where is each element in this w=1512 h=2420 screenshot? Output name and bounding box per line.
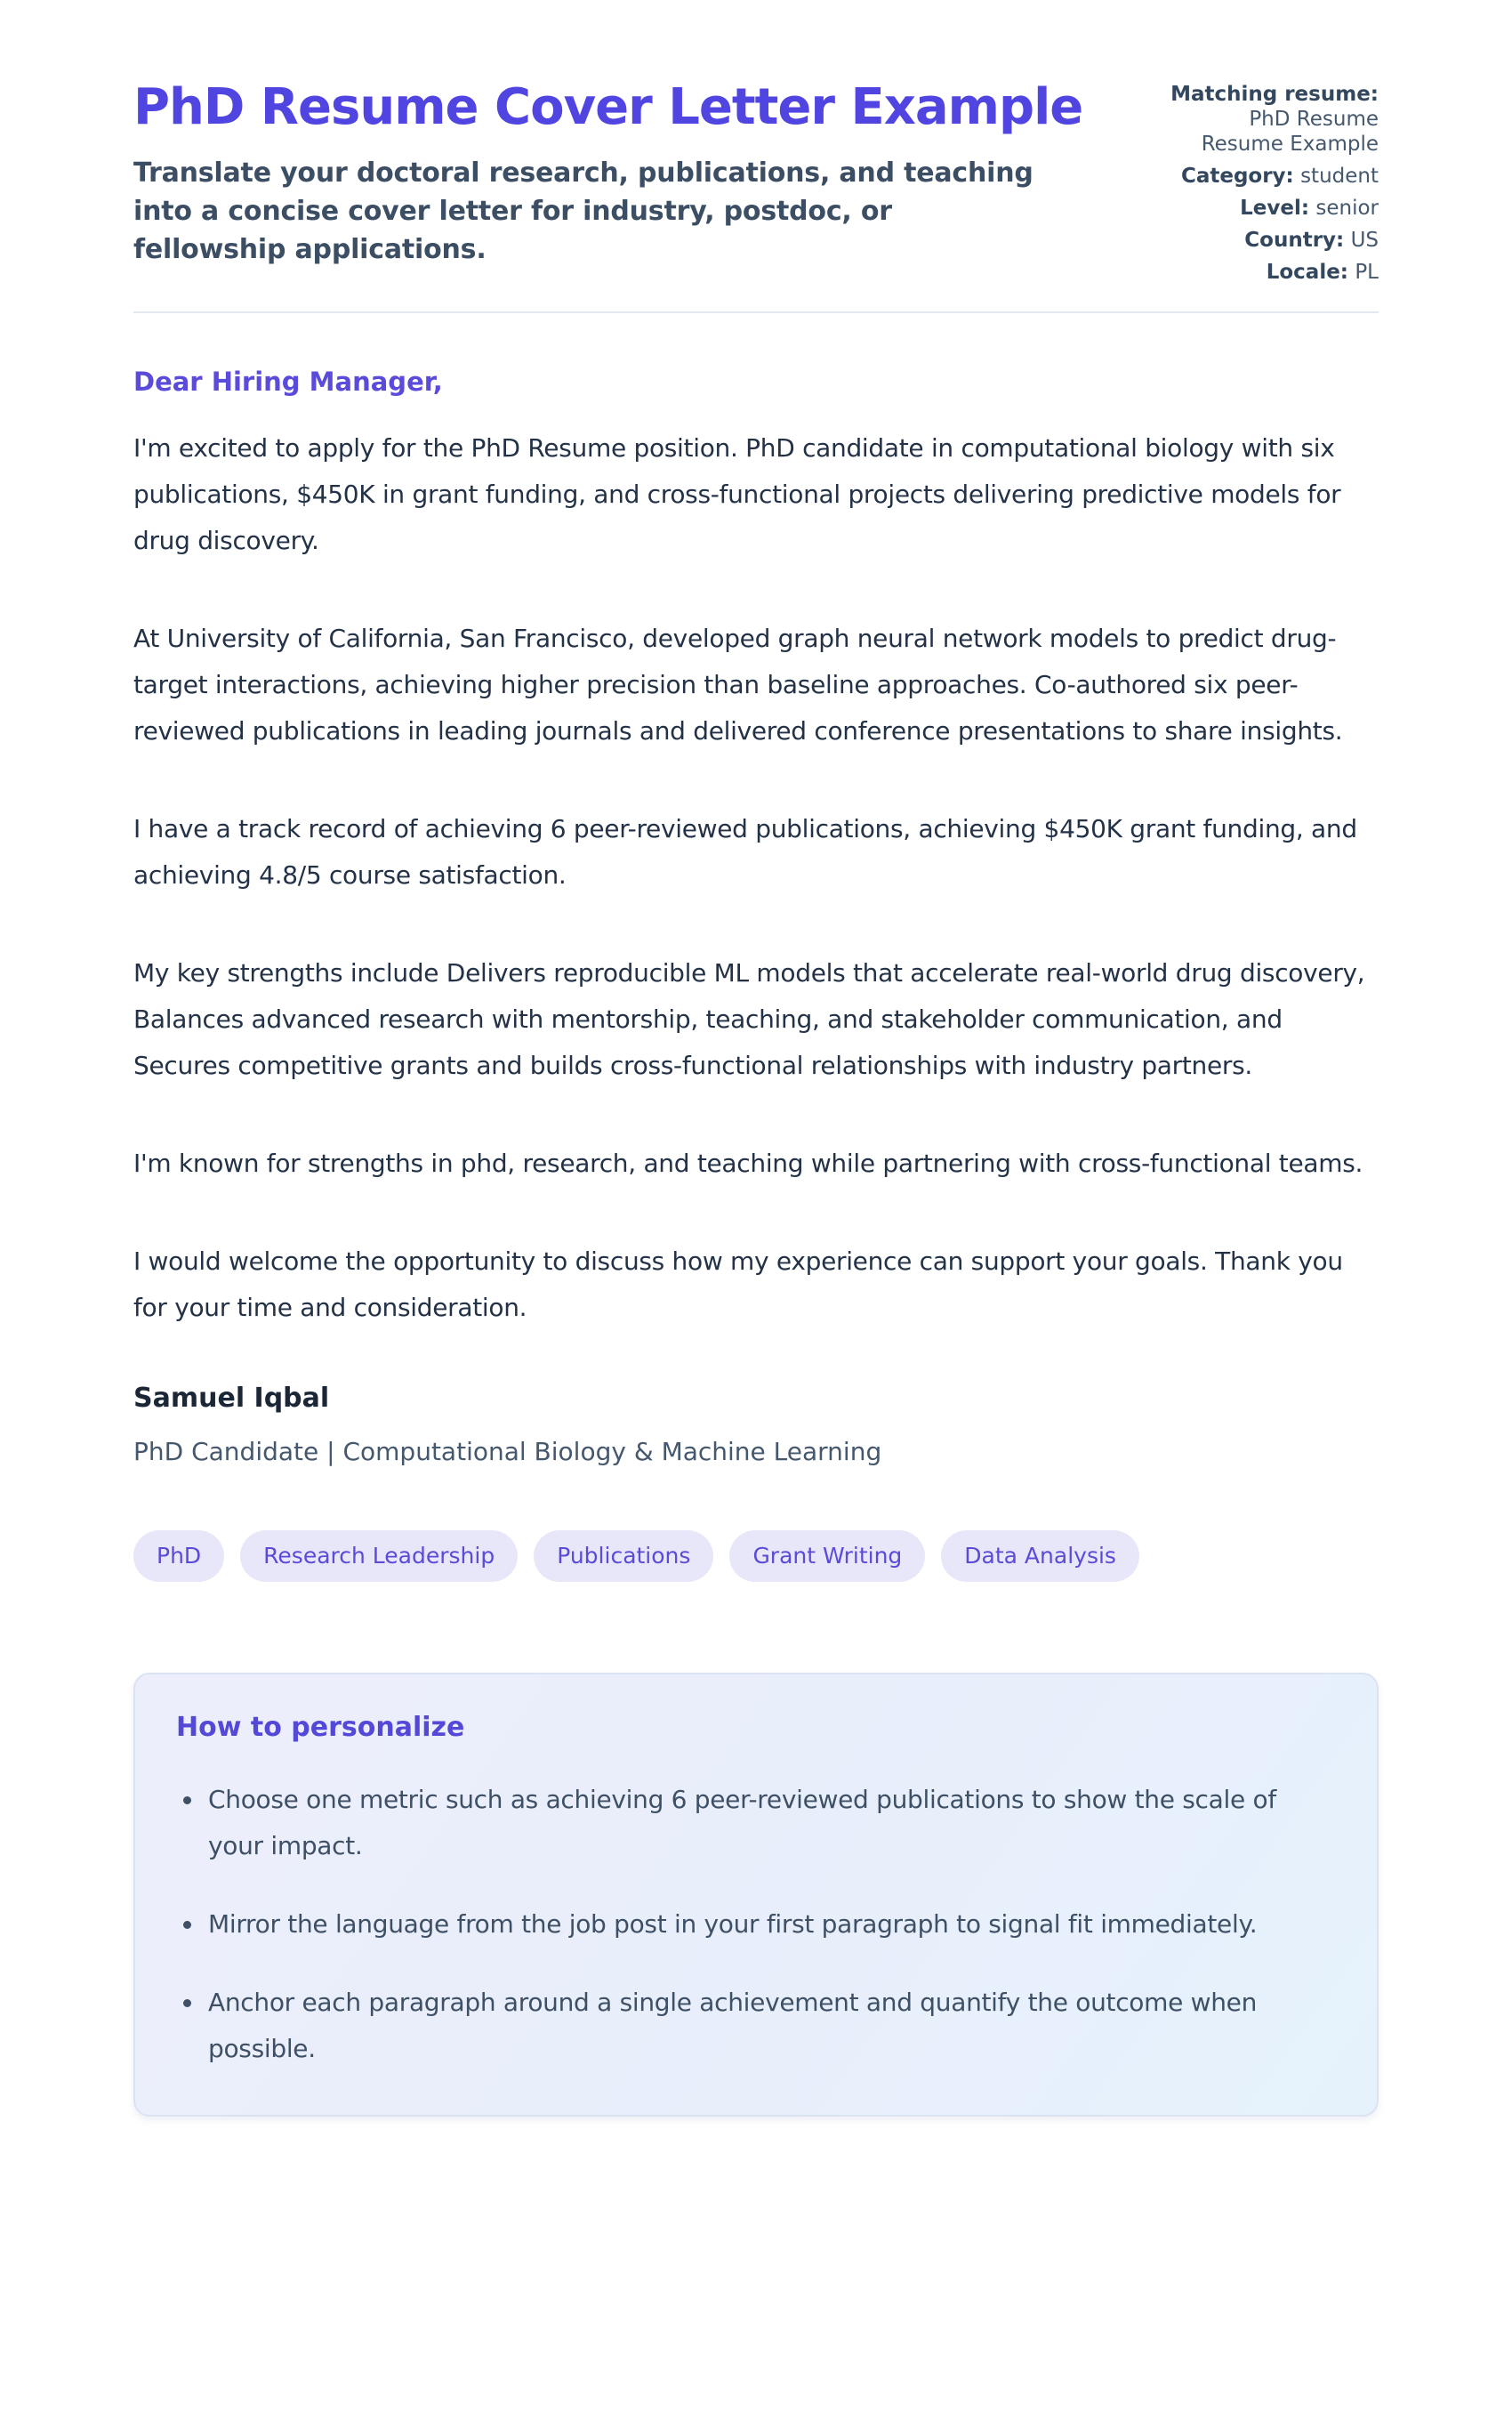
meta-level-label: Level: [1240, 197, 1310, 220]
meta-level-value: senior [1315, 197, 1379, 220]
personalize-tip: Mirror the language from the job post in your first paragraph to signal fit immediately. [176, 1901, 1336, 1948]
meta-country-value: US [1350, 229, 1379, 252]
meta-category [1076, 164, 1379, 189]
letter-paragraph: I'm known for strengths in phd, research, and teaching while partnering with cross-functional teams. [133, 1149, 1363, 1178]
resume-meta-panel [1076, 82, 1379, 292]
how-to-personalize-heading: How to personalize [176, 1712, 465, 1743]
personalize-tip: Choose one metric such as achieving 6 peer-reviewed publications to show the scale of your impact. [176, 1777, 1336, 1869]
meta-matching-value-line2: Resume Example [1201, 133, 1379, 156]
meta-country-label: Country: [1244, 229, 1345, 252]
meta-matching-resume [1076, 82, 1379, 157]
how-to-personalize-card [133, 1673, 1379, 2117]
letter-paragraph: I'm excited to apply for the PhD Resume position. PhD candidate in computational biology with six publications, $450K in grant funding, and cross-functional projects delivering predictive models for drug discovery. [133, 433, 1341, 555]
personalize-tip: Anchor each paragraph around a single achievement and quantify the outcome when possible. [176, 1980, 1336, 2072]
meta-country [1076, 228, 1379, 253]
letter-greeting: Dear Hiring Manager, [133, 367, 443, 397]
meta-locale [1076, 260, 1379, 285]
skill-tag: Data Analysis [941, 1530, 1139, 1582]
meta-level [1076, 196, 1379, 221]
page-subtitle: Translate your doctoral research, publications, and teaching into a concise cover letter for industry, postdoc, or fellowship applications. [133, 157, 1033, 265]
meta-locale-value: PL [1355, 261, 1379, 284]
signature-title: PhD Candidate | Computational Biology & Machine Learning [133, 1437, 882, 1466]
letter-paragraph: I have a track record of achieving 6 peer-reviewed publications, achieving $450K grant funding, and achieving 4.8/5 course satisfaction. [133, 814, 1357, 890]
skill-tag: Research Leadership [240, 1530, 518, 1582]
header-divider [133, 311, 1379, 313]
letter-paragraph: My key strengths include Delivers reproducible ML models that accelerate real-world drug discovery, Balances advanced research with mentorship, teaching, and stakeholder communication, and Secures competitive grants and builds cross-functional relationships with industry partners. [133, 958, 1365, 1080]
skill-tag-list [133, 1530, 1379, 1582]
signature-block [133, 1383, 1379, 1466]
skill-tag: PhD [133, 1530, 224, 1582]
meta-locale-label: Locale: [1266, 261, 1348, 284]
meta-matching-label: Matching resume: [1170, 83, 1379, 106]
cover-letter-body [133, 367, 1379, 1466]
meta-category-value: student [1300, 165, 1379, 188]
skill-tag: Publications [534, 1530, 713, 1582]
signature-name: Samuel Iqbal [133, 1383, 330, 1414]
letter-paragraph: I would welcome the opportunity to discuss how my experience can support your goals. Thank you for your time and consideration. [133, 1246, 1343, 1322]
personalize-tip-list [176, 1777, 1336, 2072]
meta-matching-value-line1: PhD Resume [1249, 108, 1379, 131]
page-title: PhD Resume Cover Letter Example [133, 78, 1083, 136]
letter-paragraph: At University of California, San Francisco, developed graph neural network models to predict drug-target interactions, achieving higher precision than baseline approaches. Co-authored six peer-reviewed publications in leading journals and delivered conference presentations to share insights. [133, 624, 1343, 746]
skill-tag: Grant Writing [729, 1530, 925, 1582]
meta-category-label: Category: [1180, 165, 1294, 188]
